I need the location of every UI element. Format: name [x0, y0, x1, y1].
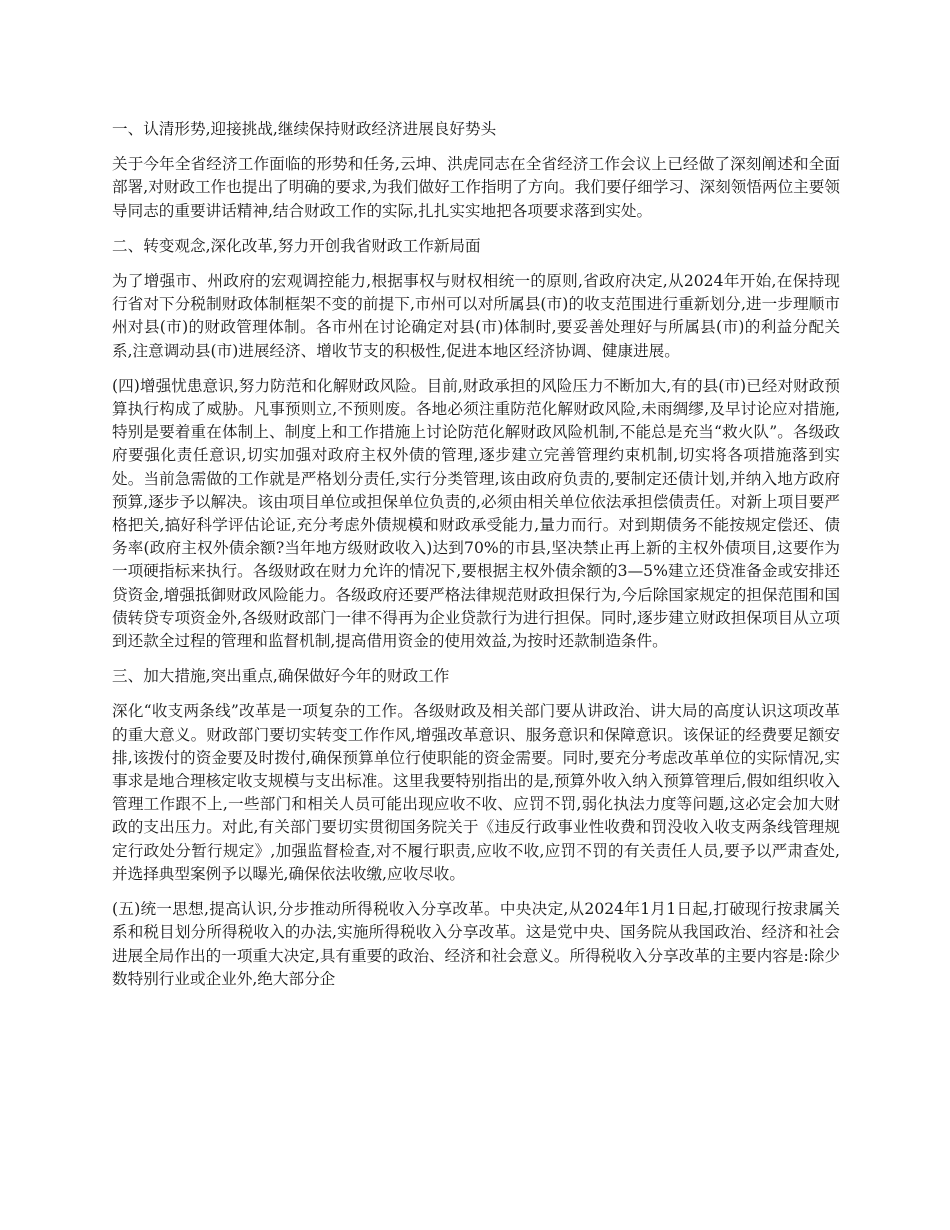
paragraph-macro-control: 为了增强市、州政府的宏观调控能力,根据事权与财权相统一的原则,省政府决定,从2024年开始,在保持现行省对下分税制财政体制框架不变的前提下,市州可以对所属县(市)的收支范围进行重新划分,进一步理顺市州对县(市)的财政管理体制。各市州在讨论确定对县(市)体制时,要妥善处理好与所属县(市)的利益分配关系,注意调动县(市)进展经济、增收节支的积极性,促进本地区经济协调、健康进展。	[112, 272, 840, 360]
paragraph-income-tax-sharing: (五)统一思想,提高认识,分步推动所得税收入分享改革。中央决定,从2024年1月1日起,打破现行按隶属关系和税目划分所得税收入的办法,实施所得税收入分享改革。这是党中央、国务院从我国政治、经济和社会进展全局作出的一项重大决定,具有重要的政治、经济和社会意义。所得税收入分享改革的主要内容是:除少数特别行业或企业外,绝大部分企	[112, 900, 840, 988]
section-heading-3: 三、加大措施,突出重点,确保做好今年的财政工作	[112, 667, 450, 686]
paragraph-economic-work: 关于今年全省经济工作面临的形势和任务,云坤、洪虎同志在全省经济工作会议上已经做了深刻阐述和全面部署,对财政工作也提出了明确的要求,为我们做好工作指明了方向。我们要仔细学习、深刻领悟两位主要领导同志的重要讲话精神,结合财政工作的实际,扎扎实实地把各项要求落到实处。	[112, 155, 840, 220]
paragraph-fiscal-risk: (四)增强忧患意识,努力防范和化解财政风险。目前,财政承担的风险压力不断加大,有的县(市)已经对财政预算执行构成了威胁。凡事预则立,不预则废。各地必须注重防范化解财政风险,未雨绸缪,及早讨论应对措施,特别是要着重在体制上、制度上和工作措施上讨论防范化解财政风险机制,不能总是充当“救火队”。各级政府要强化责任意识,切实加强对政府主权外债的管理,逐步建立完善管理约束机制,切实将各项措施落到实处。当前急需做的工作就是严格划分责任,实行分类管理,该由政府负责的,要制定还债计划,并纳入地方政府预算,逐步予以解决。该由项目单位或担保单位负责的,必须由相关单位依法承担偿债责任。对新上项目要严格把关,搞好科学评估论证,充分考虑外债规模和财政承受能力,量力而行。对到期债务不能按规定偿还、债务率(政府主权外债余额?当年地方级财政收入)达到70%的市县,坚决禁止再上新的主权外债项目,这要作为一项硬指标来执行。各级财政在财力允许的情况下,要根据主权外债余额的3—5%建立还贷准备金或安排还贷资金,增强抵御财政风险能力。各级政府还要严格法律规范财政担保行为,今后除国家规定的担保范围和国债转贷专项资金外,各级财政部门一律不得再为企业贷款行为进行担保。同时,逐步建立财政担保项目从立项到还款全过程的管理和监督机制,提高借用资金的使用效益,为按时还款制造条件。	[112, 376, 840, 651]
section-heading-2: 二、转变观念,深化改革,努力开创我省财政工作新局面	[112, 236, 481, 255]
document-body	[112, 118, 840, 1003]
section-heading-1: 一、认清形势,迎接挑战,继续保持财政经济进展良好势头	[112, 120, 497, 138]
paragraph-two-lines-reform: 深化“收支两条线”改革是一项复杂的工作。各级财政及相关部门要从讲政治、讲大局的高度认识这项改革的重大意义。财政部门要切实转变工作作风,增强改革意识、服务意识和保障意识。该保证的经费要足额安排,该拨付的资金要及时拨付,确保预算单位行使职能的资金需要。同时,要充分考虑改革单位的实际情况,实事求是地合理核定收支规模与支出标准。这里我要特别指出的是,预算外收入纳入预算管理后,假如组织收入管理工作跟不上,一些部门和相关人员可能出现应收不收、应罚不罚,弱化执法力度等问题,这必定会加大财政的支出压力。对此,有关部门要切实贯彻国务院关于《违反行政事业性收费和罚没收入收支两条线管理规定行政处分暂行规定》,加强监督检查,对不履行职责,应收不收,应罚不罚的有关责任人员,要予以严肃查处,并选择典型案例予以曝光,确保依法收缴,应收尽收。	[112, 702, 840, 883]
